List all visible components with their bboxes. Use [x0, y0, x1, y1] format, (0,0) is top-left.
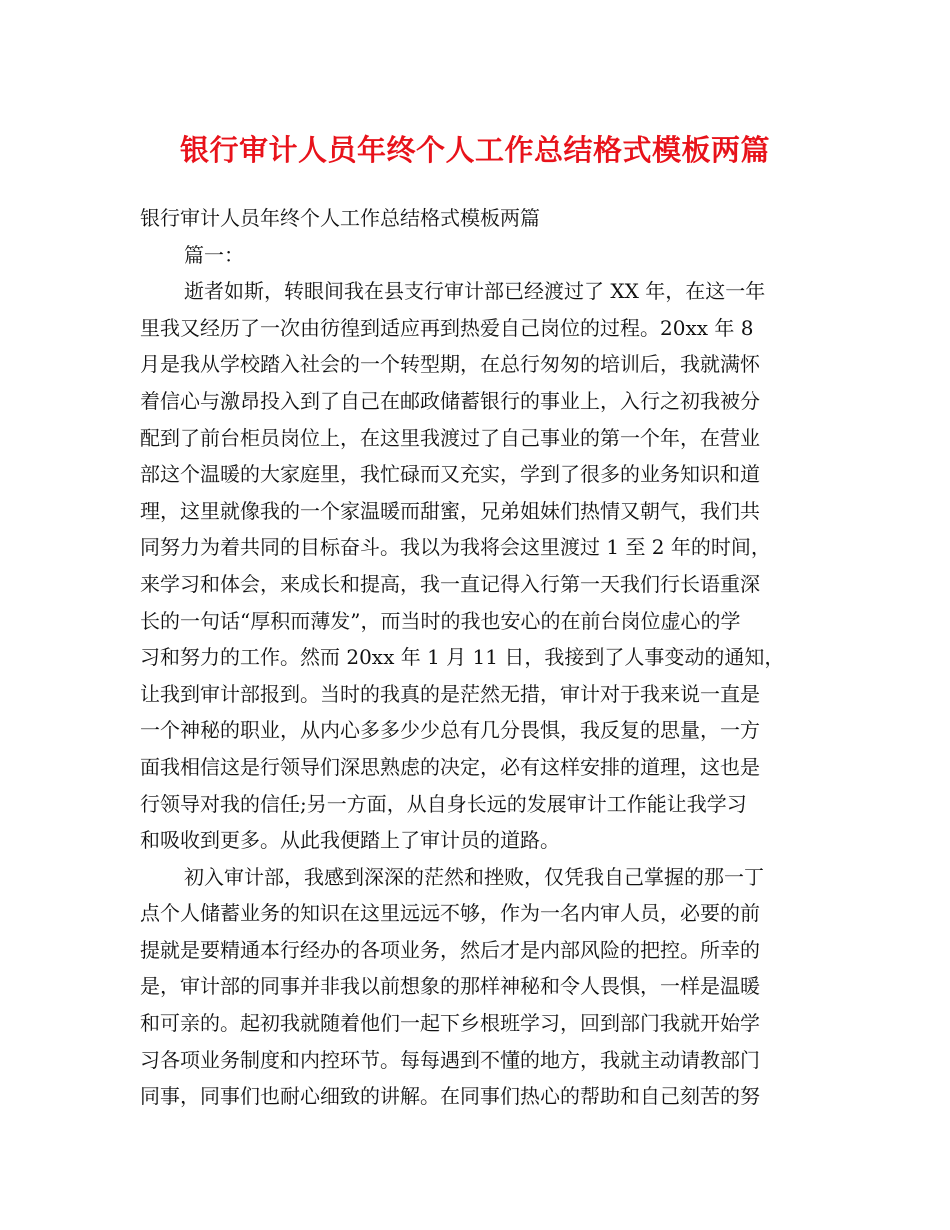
- text-line: 行领导对我的信任;另一方面，从自身长远的发展审计工作能让我学习: [140, 791, 747, 816]
- text-line: 面我相信这是行领导们深思熟虑的决定，必有这样安排的道理，这也是: [140, 754, 760, 779]
- text-line: 部这个温暖的大家庭里，我忙碌而又充实，学到了很多的业务知识和道: [140, 462, 760, 487]
- subtitle-line: 银行审计人员年终个人工作总结格式模板两篇: [140, 206, 540, 230]
- text-line: 理，这里就像我的一个家温暖而甜蜜，兄弟姐妹们热情又朝气，我们共: [140, 498, 760, 523]
- text-line: 长的一句话“厚积而薄发”，而当时的我也安心的在前台岗位虚心的学: [140, 608, 741, 633]
- text-line: 提就是要精通本行经办的各项业务，然后才是内部风险的把控。所幸的: [140, 937, 760, 962]
- text-line: 习和努力的工作。然而 20xx 年 1 月 11 日，我接到了人事变动的通知，: [140, 645, 785, 670]
- document-title: 银行审计人员年终个人工作总结格式模板两篇: [179, 133, 770, 167]
- text-line: 和可亲的。起初我就随着他们一起下乡根班学习，回到部门我就开始学: [140, 1011, 760, 1036]
- text-line: 初入审计部，我感到深深的茫然和挫败，仅凭我自己掌握的那一丁: [184, 864, 764, 889]
- text-line: 习各项业务制度和内控环节。每每遇到不懂的地方，我就主动请教部门: [140, 1047, 760, 1072]
- text-line: 是，审计部的同事并非我以前想象的那样神秘和令人畏惧，一样是温暖: [140, 974, 760, 999]
- text-line: 逝者如斯，转眼间我在县支行审计部已经渡过了 XX 年，在这一年: [184, 279, 766, 304]
- text-line: 来学习和体会，来成长和提高，我一直记得入行第一天我们行长语重深: [140, 571, 760, 596]
- text-line: 篇一：: [184, 242, 244, 267]
- text-line: 和吸收到更多。从此我便踏上了审计员的道路。: [140, 828, 560, 853]
- text-line: 同努力为着共同的目标奋斗。我以为我将会这里渡过 1 至 2 年的时间，: [140, 535, 771, 560]
- text-line: 着信心与激昂投入到了自己在邮政储蓄银行的事业上，入行之初我被分: [140, 388, 760, 413]
- text-line: 点个人储蓄业务的知识在这里远远不够，作为一名内审人员，必要的前: [140, 901, 760, 926]
- text-line: 配到了前台柜员岗位上，在这里我渡过了自己事业的第一个年，在营业: [140, 425, 760, 450]
- text-line: 月是我从学校踏入社会的一个转型期，在总行匆匆的培训后，我就满怀: [140, 352, 760, 377]
- text-line: 里我又经历了一次由彷徨到适应再到热爱自己岗位的过程。20xx 年 8: [140, 315, 754, 340]
- text-line: 一个神秘的职业，从内心多多少少总有几分畏惧，我反复的思量，一方: [140, 718, 760, 743]
- text-line: 同事，同事们也耐心细致的讲解。在同事们热心的帮助和自己刻苦的努: [140, 1084, 760, 1109]
- document-body: [140, 200, 812, 1115]
- text-line: 让我到审计部报到。当时的我真的是茫然无措，审计对于我来说一直是: [140, 681, 760, 706]
